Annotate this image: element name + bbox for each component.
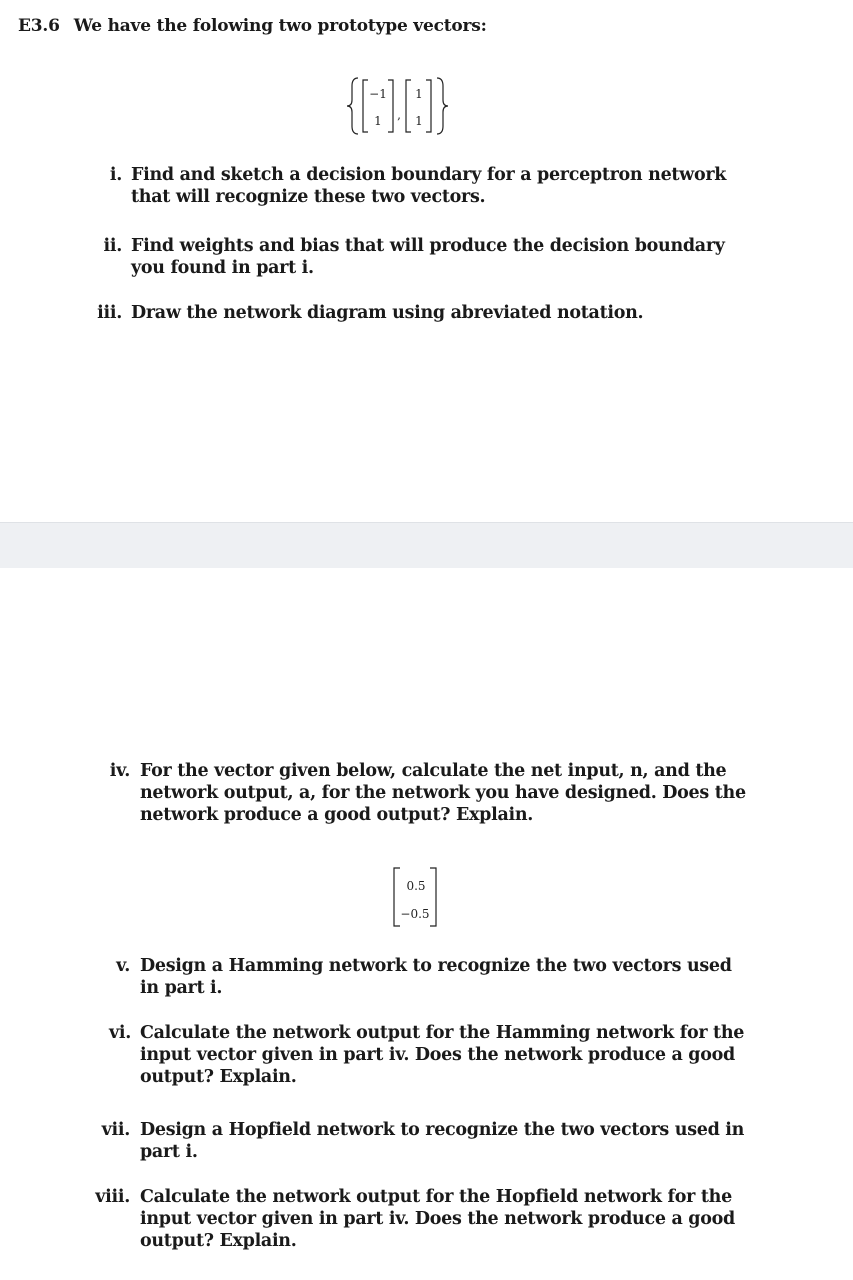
part-iii-text: Draw the network diagram using abreviated notation. (131, 303, 644, 323)
page-separator (0, 522, 853, 570)
vector-2-bottom: 1 (415, 114, 423, 128)
vector-2-left-bracket (406, 80, 411, 132)
exercise-intro: We have the folowing two prototype vectors: (73, 16, 487, 36)
exercise-heading (18, 16, 487, 36)
vector-1-top: −1 (369, 87, 387, 101)
part-v (104, 955, 764, 999)
part-iii (94, 302, 754, 324)
exercise-number: E3.6 (18, 16, 60, 36)
part-vi (101, 1022, 761, 1088)
part-viii-text: Calculate the network output for the Hopfield network for the input vector given in part iv. Does the network produce a good output? Explain. (140, 1187, 735, 1251)
vector-1-bottom: 1 (374, 114, 382, 128)
part-iv-numeral: iv. (109, 761, 130, 781)
set-right-brace (437, 78, 448, 134)
document-page-top (0, 0, 853, 522)
test-vector-left-bracket (394, 868, 400, 926)
part-v-text: Design a Hamming network to recognize the two vectors used in part i. (140, 956, 732, 998)
part-iv (100, 760, 760, 826)
part-i (100, 164, 760, 208)
part-vii-text: Design a Hopfield network to recognize the two vectors used in part i. (140, 1120, 745, 1162)
set-left-brace (347, 78, 358, 134)
part-viii (84, 1186, 760, 1252)
vector-1-left-bracket (363, 80, 368, 132)
part-i-text: Find and sketch a decision boundary for a perceptron network that will recognize these two vectors. (131, 165, 727, 207)
part-vii-numeral: vii. (101, 1120, 130, 1140)
vector-1-right-bracket (388, 80, 393, 132)
part-iv-text: For the vector given below, calculate the net input, n, and the network output, a, for the network you have designed. Does the network produce a good output? Explain. (140, 761, 746, 825)
set-comma: , (397, 108, 401, 122)
document-page-bottom (0, 568, 853, 1280)
test-vector-right-bracket (430, 868, 436, 926)
vector-2-right-bracket (426, 80, 431, 132)
part-iii-numeral: iii. (97, 303, 122, 323)
vector-2-top: 1 (415, 87, 423, 101)
part-viii-numeral: viii. (95, 1187, 130, 1207)
part-i-numeral: i. (109, 165, 122, 185)
part-vi-text: Calculate the network output for the Hamming network for the input vector given in part iv. Does the network produce a good output? Explain. (140, 1023, 745, 1087)
part-vi-numeral: vi. (108, 1023, 131, 1043)
test-vector (386, 864, 446, 930)
part-ii-numeral: ii. (103, 236, 122, 256)
part-ii (96, 235, 756, 279)
part-ii-text: Find weights and bias that will produce the decision boundary you found in part i. (131, 236, 725, 278)
test-vector-bottom: −0.5 (400, 907, 430, 921)
prototype-vector-set (344, 74, 456, 138)
part-v-numeral: v. (116, 956, 130, 976)
test-vector-top: 0.5 (406, 879, 426, 893)
part-vii (90, 1119, 760, 1163)
